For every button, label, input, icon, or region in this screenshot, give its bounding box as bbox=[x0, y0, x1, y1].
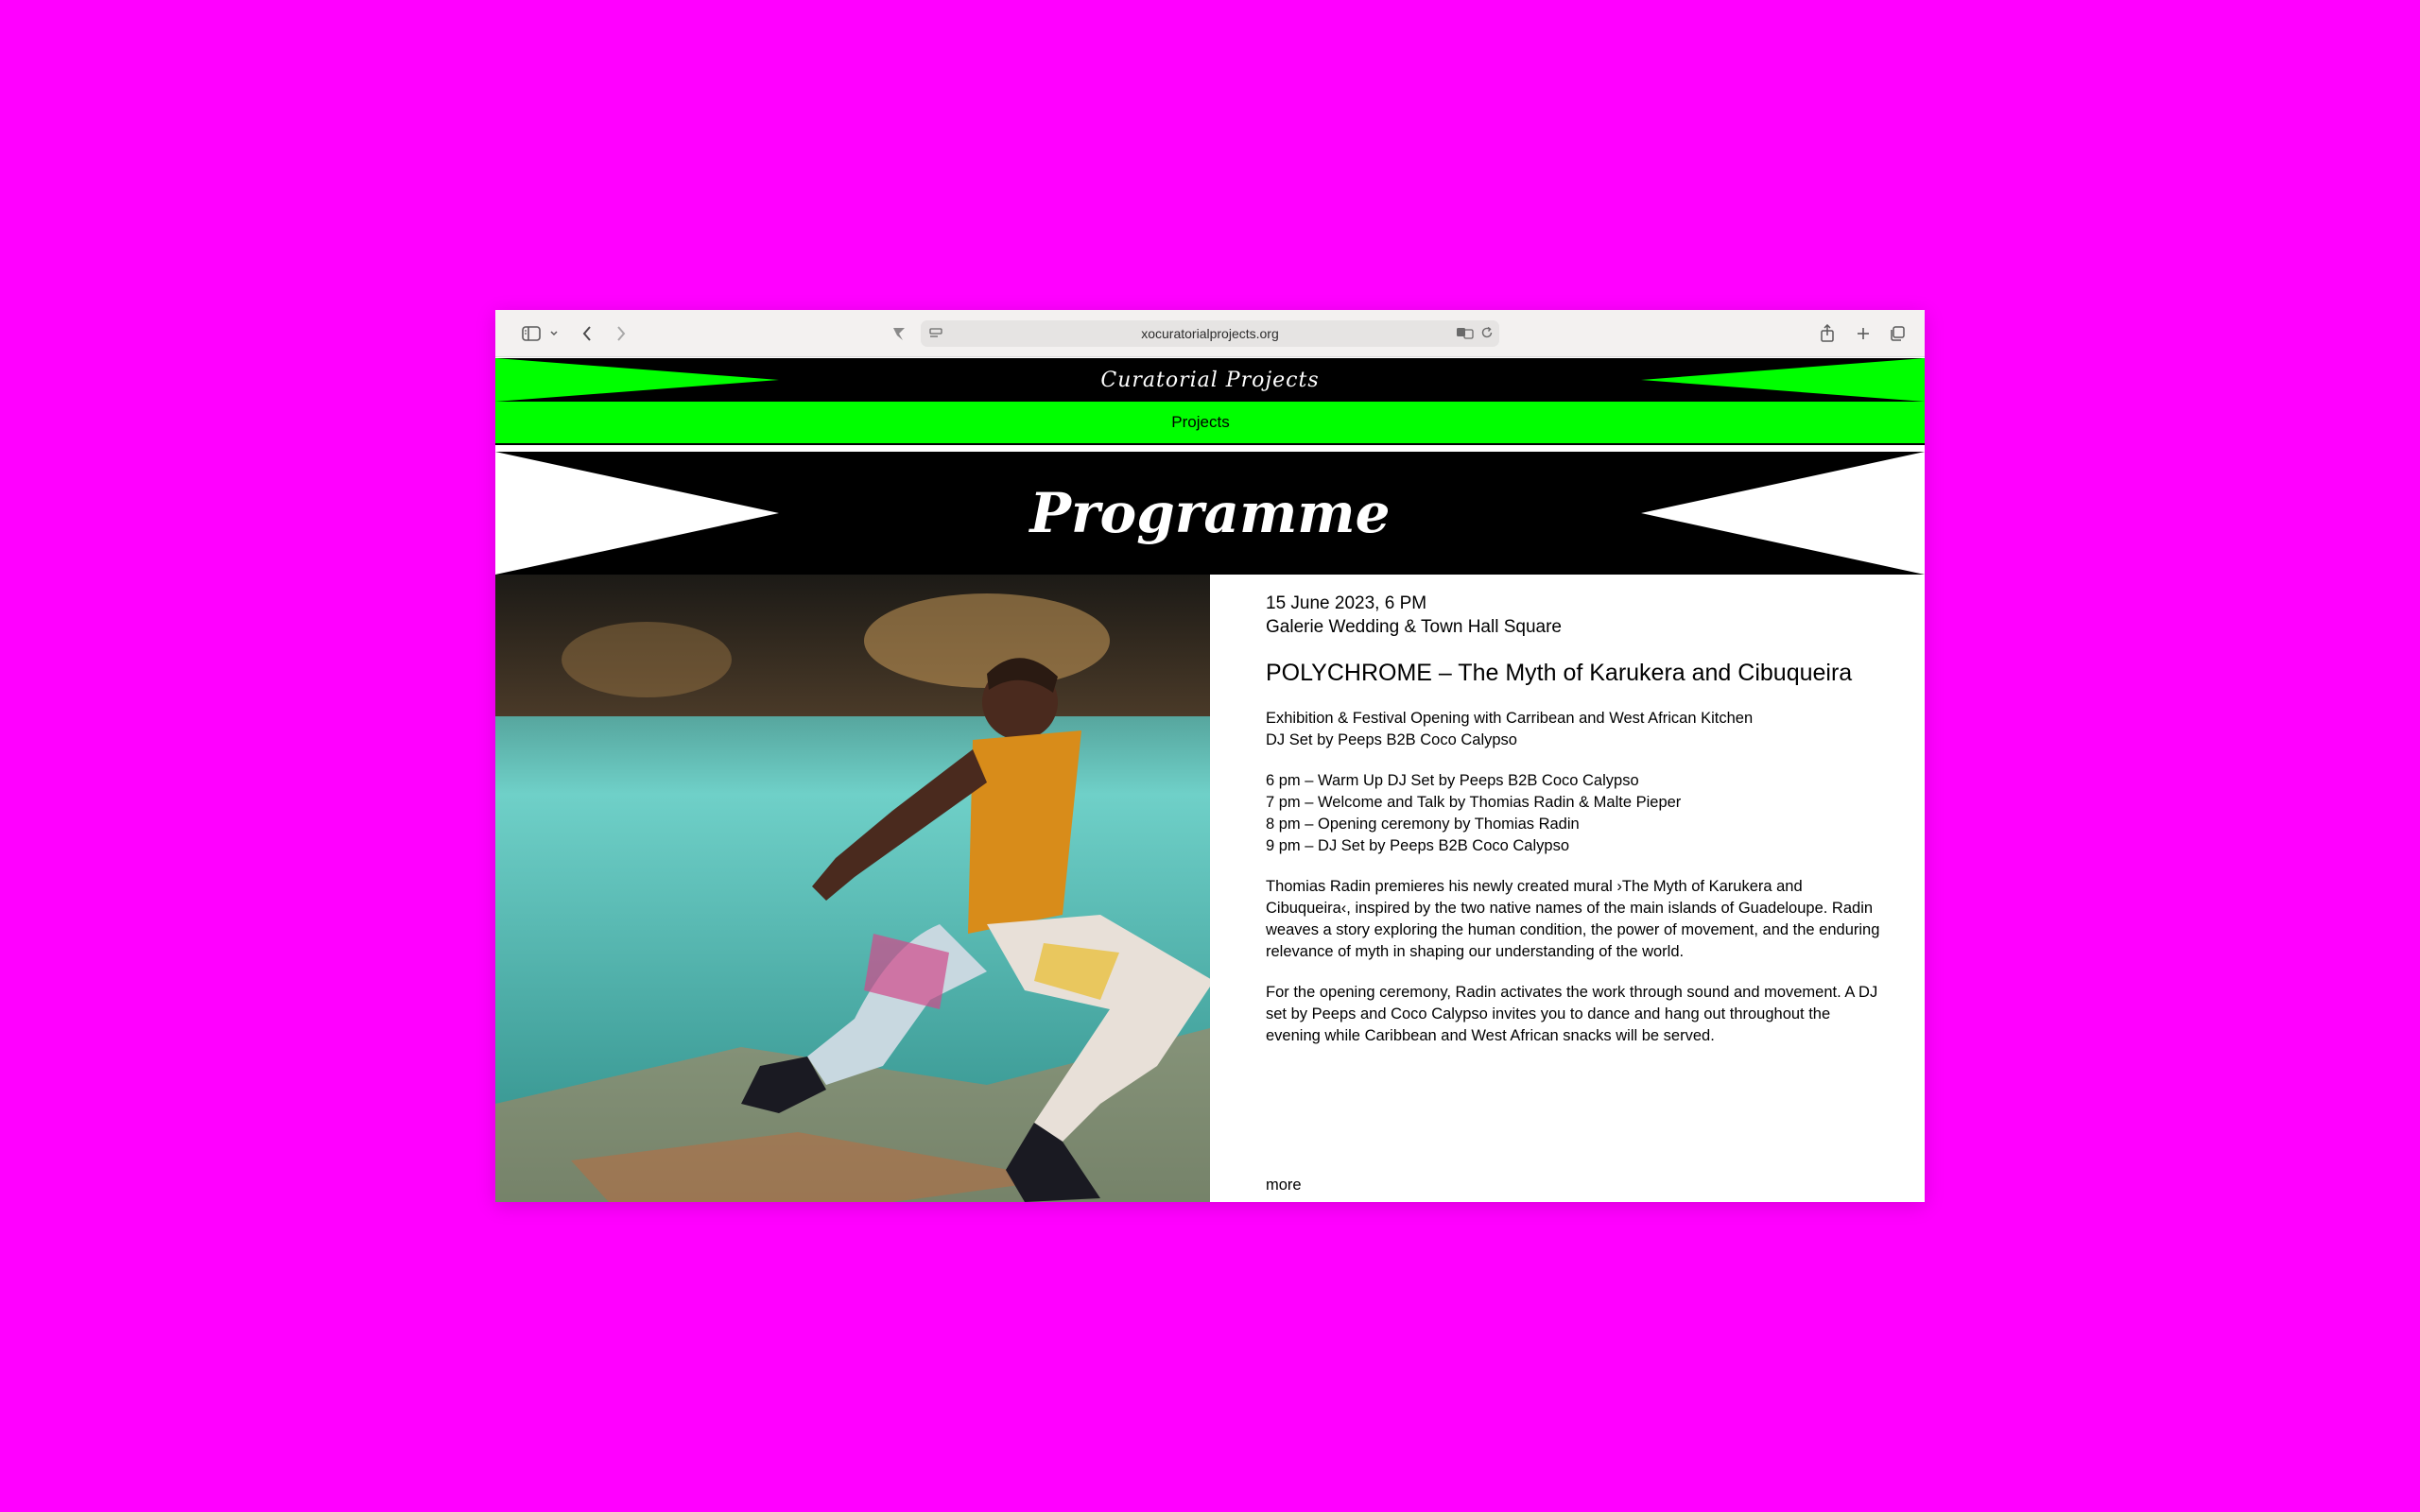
privacy-shield-icon[interactable] bbox=[885, 310, 913, 357]
schedule-item: 6 pm – Warm Up DJ Set by Peeps B2B Coco Calypso bbox=[1266, 772, 1639, 789]
page-title-banner bbox=[495, 452, 1925, 575]
browser-toolbar bbox=[495, 310, 1925, 357]
site-logo[interactable]: Curatorial Projects bbox=[1100, 368, 1320, 392]
tab-overview-icon[interactable] bbox=[1883, 310, 1911, 357]
back-icon[interactable] bbox=[573, 310, 601, 357]
intro-line: DJ Set by Peeps B2B Coco Calypso bbox=[1266, 731, 1517, 748]
event-schedule bbox=[1266, 770, 1880, 857]
chevron-down-icon[interactable] bbox=[544, 310, 563, 357]
browser-window bbox=[495, 310, 1925, 1202]
event-photo bbox=[495, 575, 1210, 1202]
address-bar[interactable] bbox=[921, 320, 1499, 347]
event-location: Galerie Wedding & Town Hall Square bbox=[1266, 617, 1562, 637]
url-text: xocuratorialprojects.org bbox=[1141, 326, 1279, 341]
nav-item-projects[interactable]: Projects bbox=[1171, 413, 1230, 431]
share-icon[interactable] bbox=[1813, 310, 1841, 357]
reload-icon[interactable] bbox=[1480, 326, 1494, 342]
event-date: 15 June 2023, 6 PM bbox=[1266, 593, 1427, 613]
forward-icon[interactable] bbox=[607, 310, 635, 357]
more-link[interactable]: more bbox=[1266, 1177, 1302, 1194]
page-title: Programme bbox=[1029, 481, 1391, 545]
page-settings-icon[interactable] bbox=[928, 320, 943, 347]
intro-line: Exhibition & Festival Opening with Carribean and West African Kitchen bbox=[1266, 710, 1754, 727]
event-description: Thomias Radin premieres his newly created mural ›The Myth of Karukera and Cibuqueira‹, inspired by the two native names of the main islands of Guadeloupe. Radin weaves a story exploring the human condition, the power of movement, and the enduring relevance of myth in shaping our understanding of the world. bbox=[1266, 878, 1880, 960]
event-intro bbox=[1266, 708, 1880, 751]
event-description: For the opening ceremony, Radin activates the work through sound and movement. A DJ set by Peeps and Coco Calypso invites you to dance and hang out throughout the evening while Caribbean and West African snacks will be served. bbox=[1266, 984, 1878, 1044]
new-tab-icon[interactable] bbox=[1849, 310, 1877, 357]
site-nav bbox=[495, 402, 1925, 445]
event-title: POLYCHROME – The Myth of Karukera and Cibuqueira bbox=[1266, 660, 1853, 686]
schedule-item: 9 pm – DJ Set by Peeps B2B Coco Calypso bbox=[1266, 837, 1569, 854]
site-header bbox=[495, 358, 1925, 402]
schedule-item: 7 pm – Welcome and Talk by Thomias Radin & Malte Pieper bbox=[1266, 794, 1682, 811]
translate-icon[interactable] bbox=[1456, 326, 1475, 342]
event-details bbox=[1266, 592, 1880, 1047]
schedule-item: 8 pm – Opening ceremony by Thomias Radin bbox=[1266, 816, 1580, 833]
